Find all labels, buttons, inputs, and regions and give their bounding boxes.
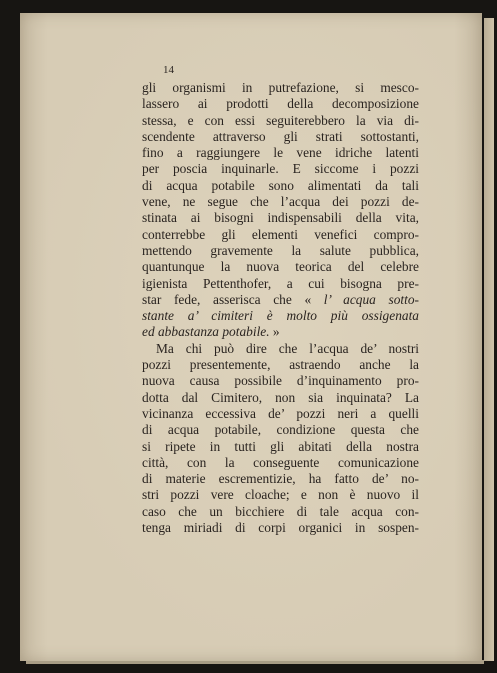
text-line: [142, 210, 419, 226]
text-line: [142, 178, 419, 194]
text-line: [142, 504, 419, 520]
text-segment: stinata ai bisogni indispensabili della vita,: [142, 210, 419, 226]
adjacent-page-edge: [484, 18, 494, 661]
text-segment: igienista Pettenthofer, a cui bisogna pre-: [142, 275, 419, 291]
text-segment: città, con la conseguente comunicazione: [142, 454, 419, 470]
text-segment: pozzi presentemente, astraendo anche la: [142, 357, 419, 373]
text-segment: nuova causa possibile d’inquinamento pro-: [142, 373, 419, 389]
text-segment: »: [269, 324, 280, 340]
text-segment: per poscia inquinarle. E siccome i pozzi: [142, 161, 419, 177]
text-segment: lassero ai prodotti della decomposizione: [142, 96, 419, 112]
text-line: [142, 439, 419, 455]
text-line: [142, 487, 419, 503]
text-segment: stri pozzi vere cloache; e non è nuovo il: [142, 487, 419, 503]
text-segment: Ma chi può dire che l’acqua de’ nostri: [156, 340, 419, 356]
text-segment: dotta dal Cimitero, non sia inquinata? La: [142, 389, 419, 405]
text-segment: tenga miriadi di corpi organici in sospen-: [142, 520, 419, 536]
text-line: [142, 357, 419, 373]
italic-quote-segment: l’ acqua sotto-: [323, 291, 419, 307]
text-segment: vicinanza eccessiva de’ pozzi neri a quelli: [142, 405, 419, 421]
text-line: [142, 471, 419, 487]
text-line: [142, 308, 419, 324]
text-line: [142, 520, 419, 536]
page-number: 14: [163, 64, 174, 76]
italic-quote-segment: stante a’ cimiteri è molto più ossigenata: [142, 308, 419, 324]
text-segment: mettendo gravemente la salute pubblica,: [142, 242, 419, 258]
text-line: [142, 113, 419, 129]
text-line: [142, 406, 419, 422]
text-line: [142, 161, 419, 177]
text-segment: di materie escrementizie, ha fatto de’ no-: [142, 471, 419, 487]
text-segment: si ripete in tutti gli abitati della nostra: [142, 438, 419, 454]
text-segment: di acqua potabile, condizione questa che: [142, 422, 419, 438]
text-line: [142, 145, 419, 161]
text-segment: star fede, asserisca che «: [142, 291, 324, 307]
text-segment: vene, ne segue che l’acqua dei pozzi de-: [142, 194, 419, 210]
text-segment: caso che un bicchiere di tale acqua con-: [142, 503, 419, 519]
text-line: [142, 422, 419, 438]
text-segment: gli organismi in putrefazione, si mesco-: [142, 80, 419, 95]
text-segment: stessa, e con essi seguiterebbero la via di-: [142, 112, 419, 128]
text-line: [142, 455, 419, 471]
text-line: [142, 243, 419, 259]
text-line: [142, 390, 419, 406]
text-line: [142, 80, 419, 96]
text-line: [142, 276, 419, 292]
text-line: [142, 259, 419, 275]
text-line: [142, 96, 419, 112]
text-segment: quantunque la nuova teorica del celebre: [142, 259, 419, 275]
text-line: [142, 194, 419, 210]
text-line: [142, 341, 419, 357]
text-segment: conterrebbe gli elementi venefici compro-: [142, 226, 419, 242]
text-segment: scendente attraverso gli strati sottostanti,: [142, 128, 419, 144]
italic-quote-segment: ed abbastanza potabile.: [142, 324, 270, 340]
text-segment: di acqua potabile sono alimentati da tali: [142, 177, 419, 193]
text-segment: fino a raggiungere le vene idriche latenti: [142, 145, 419, 161]
text-line: [142, 373, 419, 389]
text-line: [142, 129, 419, 145]
body-text: [142, 80, 419, 536]
text-line: [142, 324, 419, 340]
text-line: [142, 292, 419, 308]
text-line: [142, 227, 419, 243]
